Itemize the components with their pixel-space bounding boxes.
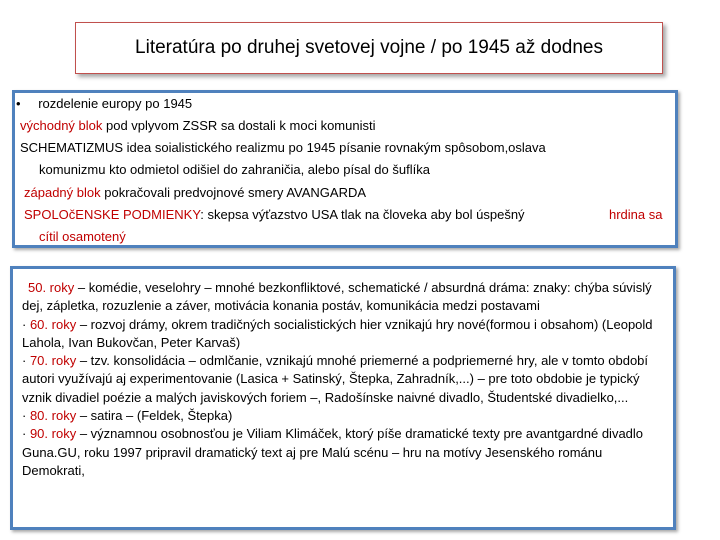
hero-text: hrdina sa xyxy=(609,207,663,222)
overview-line-6-tail xyxy=(609,204,662,227)
overview-line-6 xyxy=(24,204,525,227)
decade-70s-label: 70. roky xyxy=(29,353,77,369)
eastern-bloc-label: východný blok xyxy=(20,118,103,133)
decade-80s-text: – satira – (Feldek, Štepka) xyxy=(76,408,233,424)
overview-line-4 xyxy=(39,159,430,182)
decade-60s-label: 60. roky xyxy=(29,316,77,332)
decade-50s-label: 50. roky xyxy=(28,280,75,295)
decade-60s-text: – rozvoj drámy, okrem tradičných socialistických hier vznikajú hry nové(formou i obsahom) (Leopold Lahola, Ivan Bukovčan, Peter Karvaš) xyxy=(22,316,653,350)
slide-title-box xyxy=(75,22,663,74)
western-bloc-label: západný blok xyxy=(24,185,101,200)
overview-text-5: pokračovali predvojnové smery AVANGARDA xyxy=(100,185,367,200)
overview-text-4: komunizmu kto odmietol odišiel do zahraničia, alebo písal do šuflíka xyxy=(39,162,430,177)
decade-70s xyxy=(22,352,665,407)
overview-text-6: : skepsa výťazstvo USA tlak na človeka aby bol úspešný xyxy=(200,207,525,222)
overview-text-3: SCHEMATIZMUS idea soialistického realizmu po 1945 písanie rovnakým spôsobom,oslava xyxy=(20,140,546,155)
overview-text-7: cítil osamotený xyxy=(39,229,126,244)
decade-60s xyxy=(22,316,665,353)
overview-line-1 xyxy=(16,93,192,116)
decade-80s xyxy=(22,407,665,425)
decade-70s-bullet: · xyxy=(22,353,30,369)
decade-90s-bullet: · xyxy=(22,426,30,442)
social-conditions-label: SPOLOčENSKE PODMIENKY xyxy=(24,207,201,222)
overview-line-2 xyxy=(20,115,376,138)
bullet-icon: • xyxy=(16,96,21,111)
decade-90s-text: – významnou osobnosťou je Viliam Klimáček, ktorý píše dramatické texty pre avantgardné divadlo Guna.GU, roku 1997 pripravil dramatický text aj pre Malú scénu – hru na motívy Jesenského románu Demokrati, xyxy=(22,426,644,478)
slide-title: Literatúra po druhej svetovej vojne / po 1945 až dodnes xyxy=(135,37,603,58)
decade-80s-bullet: · xyxy=(22,408,30,424)
decade-90s-label: 90. roky xyxy=(29,426,77,442)
overview-box xyxy=(12,90,678,248)
decade-50s-text: – komédie, veselohry – mnohé bezkonfliktové, schematické / absurdná dráma: znaky: chýba súvislý dej, zápletka, rozuzlenie a záver, motivácia konania postáv, komunikácia medzi postavami xyxy=(22,280,652,314)
decade-80s-label: 80. roky xyxy=(29,408,77,424)
decade-70s-text: – tzv. konsolidácia – odmlčanie, vznikajú mnohé priemerné a podpriemerné hry, ale v tomto období autori využívajú aj experimentovanie (Lasica + Satinský, Štepka, Zahradník,...) – pre toto obdobie je typický vznik divadiel poézie a malých javiskových foriem –, Radošínske naivné divadlo, Študentské divadielko,... xyxy=(22,353,649,405)
decade-60s-bullet: · xyxy=(22,316,30,332)
decade-90s xyxy=(22,425,665,480)
overview-line-3 xyxy=(20,137,546,160)
decade-50s xyxy=(22,279,665,316)
overview-text-1: rozdelenie europy po 1945 xyxy=(38,96,193,111)
overview-line-5 xyxy=(24,182,366,205)
drama-decades-box xyxy=(10,266,676,530)
overview-text-2: pod vplyvom ZSSR sa dostali k moci komunisti xyxy=(102,118,376,133)
overview-line-7 xyxy=(39,226,126,249)
